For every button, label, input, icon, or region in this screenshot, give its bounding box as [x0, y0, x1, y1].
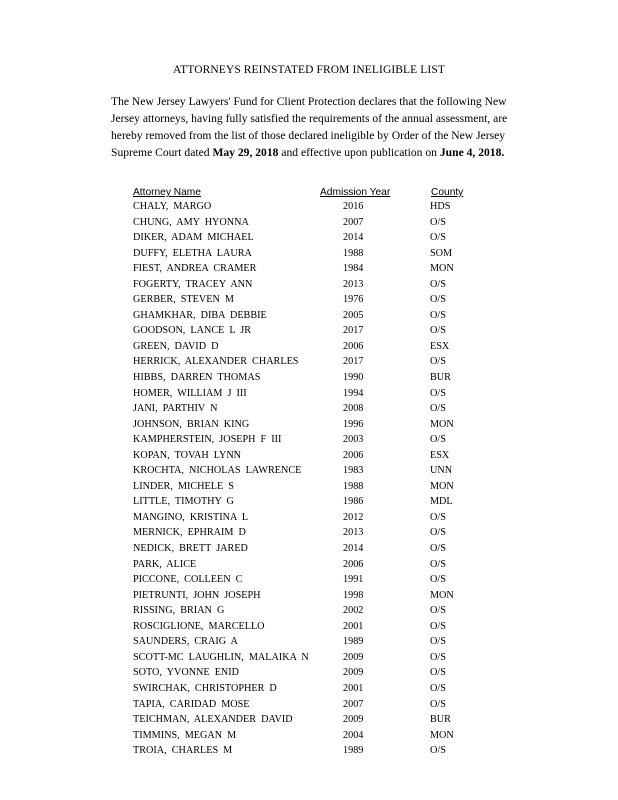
attorney-name-cell: MERNICK, EPHRAIM D	[133, 527, 246, 539]
attorney-name-cell: LITTLE, TIMOTHY G	[133, 496, 234, 508]
county-cell: MDL	[430, 496, 453, 508]
attorney-name-cell: SCOTT-MC LAUGHLIN, MALAIKA N	[133, 651, 309, 663]
table-row	[0, 247, 618, 263]
admission-year-cell: 2013	[343, 278, 364, 290]
attorney-name-cell: HERRICK, ALEXANDER CHARLES	[133, 356, 299, 368]
admission-year-cell: 2016	[343, 201, 364, 212]
table-row	[0, 744, 618, 760]
attorney-name-cell: SAUNDERS, CRAIG A	[133, 636, 238, 648]
county-cell: BUR	[430, 372, 451, 384]
admission-year-cell: 2014	[343, 543, 364, 555]
admission-year-cell: 2005	[343, 309, 364, 321]
table-row	[0, 526, 618, 542]
attorney-name-cell: TAPIA, CARIDAD MOSE	[133, 698, 250, 710]
table-row	[0, 495, 618, 511]
table-row	[0, 449, 618, 465]
table-row	[0, 713, 618, 729]
admission-year-cell: 2006	[343, 340, 364, 352]
county-cell: MON	[430, 480, 454, 492]
attorney-name-cell: DUFFY, ELETHA LAURA	[133, 247, 252, 259]
table-header	[0, 187, 618, 201]
admission-year-cell: 1991	[343, 574, 364, 586]
county-cell: O/S	[430, 620, 446, 632]
county-cell: O/S	[430, 387, 446, 399]
county-cell: MON	[430, 589, 454, 601]
county-cell: O/S	[430, 216, 446, 228]
county-cell: MON	[430, 263, 454, 275]
admission-year-cell: 2002	[343, 605, 364, 617]
attorney-table	[0, 200, 618, 760]
county-cell: SOM	[430, 247, 453, 259]
attorney-name-cell: TROIA, CHARLES M	[133, 745, 233, 757]
county-cell: BUR	[430, 714, 451, 726]
county-cell: HDS	[430, 201, 451, 212]
table-row	[0, 542, 618, 558]
attorney-name-cell: SOTO, YVONNE ENID	[133, 667, 240, 679]
attorney-name-cell: HOMER, WILLIAM J III	[133, 387, 247, 399]
admission-year-cell: 2006	[343, 449, 364, 461]
table-row	[0, 666, 618, 682]
county-cell: ESX	[430, 449, 450, 461]
county-cell: O/S	[430, 745, 446, 757]
county-cell: MON	[430, 418, 454, 430]
attorney-name-cell: HIBBS, DARREN THOMAS	[133, 372, 261, 384]
table-row	[0, 511, 618, 527]
county-cell: O/S	[430, 434, 446, 446]
attorney-name-cell: FIEST, ANDREA CRAMER	[133, 263, 257, 275]
county-cell: UNN	[430, 465, 453, 477]
county-cell: O/S	[430, 558, 446, 570]
county-cell: O/S	[430, 682, 446, 694]
table-row	[0, 293, 618, 309]
admission-year-cell: 1983	[343, 465, 364, 477]
county-cell: O/S	[430, 356, 446, 368]
attorney-name-cell: KROCHTA, NICHOLAS LAWRENCE	[133, 465, 302, 477]
effective-date: June 4, 2018.	[439, 146, 505, 159]
admission-year-cell: 2009	[343, 667, 364, 679]
attorney-name-cell: GREEN, DAVID D	[133, 340, 219, 352]
table-row	[0, 402, 618, 418]
attorney-name-cell: TEICHMAN, ALEXANDER DAVID	[133, 714, 293, 726]
table-row	[0, 620, 618, 636]
table-row	[0, 278, 618, 294]
admission-year-cell: 1990	[343, 372, 364, 384]
attorney-name-cell: DIKER, ADAM MICHAEL	[133, 232, 254, 244]
intro-text: The New Jersey Lawyers' Fund for Client Protection declares that the following New Jersey attorneys, having fully satisfied the requirements of the annual assessment, are hereby removed from the list of those declared ineligible by Order of the New Jersey Supreme Court dated	[111, 95, 508, 159]
table-row	[0, 355, 618, 371]
attorney-name-cell: PIETRUNTI, JOHN JOSEPH	[133, 589, 261, 601]
attorney-name-cell: JANI, PARTHIV N	[133, 403, 218, 415]
admission-year-cell: 1989	[343, 745, 364, 757]
table-row	[0, 200, 618, 216]
admission-year-cell: 2014	[343, 232, 364, 244]
attorney-name-cell: RISSING, BRIAN G	[133, 605, 225, 617]
admission-year-cell: 2017	[343, 356, 364, 368]
county-cell: ESX	[430, 340, 450, 352]
table-row	[0, 635, 618, 651]
admission-year-cell: 2008	[343, 403, 364, 415]
intro-paragraph	[111, 93, 521, 161]
header-attorney-name: Attorney Name	[133, 187, 201, 198]
admission-year-cell: 2012	[343, 511, 364, 523]
admission-year-cell: 1989	[343, 636, 364, 648]
admission-year-cell: 1996	[343, 418, 364, 430]
attorney-name-cell: KAMPHERSTEIN, JOSEPH F III	[133, 434, 282, 446]
county-cell: O/S	[430, 278, 446, 290]
admission-year-cell: 2003	[343, 434, 364, 446]
admission-year-cell: 2004	[343, 729, 364, 741]
admission-year-cell: 2001	[343, 682, 364, 694]
table-row	[0, 604, 618, 620]
table-row	[0, 573, 618, 589]
table-row	[0, 231, 618, 247]
attorney-name-cell: CHALY, MARGO	[133, 201, 212, 212]
attorney-name-cell: SWIRCHAK, CHRISTOPHER D	[133, 682, 277, 694]
county-cell: O/S	[430, 527, 446, 539]
county-cell: O/S	[430, 294, 446, 306]
county-cell: O/S	[430, 309, 446, 321]
attorney-name-cell: JOHNSON, BRIAN KING	[133, 418, 250, 430]
county-cell: O/S	[430, 605, 446, 617]
attorney-name-cell: PARK, ALICE	[133, 558, 197, 570]
county-cell: O/S	[430, 232, 446, 244]
document-title: ATTORNEYS REINSTATED FROM INELIGIBLE LIST	[173, 64, 445, 76]
attorney-name-cell: GOODSON, LANCE L JR	[133, 325, 252, 337]
admission-year-cell: 2017	[343, 325, 364, 337]
county-cell: O/S	[430, 511, 446, 523]
order-date: May 29, 2018	[212, 146, 279, 159]
admission-year-cell: 2009	[343, 651, 364, 663]
admission-year-cell: 2009	[343, 714, 364, 726]
attorney-name-cell: TIMMINS, MEGAN M	[133, 729, 237, 741]
attorney-name-cell: FOGERTY, TRACEY ANN	[133, 278, 253, 290]
county-cell: O/S	[430, 636, 446, 648]
admission-year-cell: 1984	[343, 263, 364, 275]
county-cell: O/S	[430, 543, 446, 555]
table-row	[0, 262, 618, 278]
county-cell: O/S	[430, 651, 446, 663]
admission-year-cell: 1976	[343, 294, 364, 306]
table-row	[0, 371, 618, 387]
attorney-name-cell: GHAMKHAR, DIBA DEBBIE	[133, 309, 267, 321]
admission-year-cell: 1994	[343, 387, 364, 399]
county-cell: MON	[430, 729, 454, 741]
admission-year-cell: 2013	[343, 527, 364, 539]
county-cell: O/S	[430, 403, 446, 415]
table-row	[0, 216, 618, 232]
table-row	[0, 309, 618, 325]
table-row	[0, 651, 618, 667]
table-row	[0, 589, 618, 605]
county-cell: O/S	[430, 574, 446, 586]
admission-year-cell: 2007	[343, 698, 364, 710]
attorney-name-cell: LINDER, MICHELE S	[133, 480, 234, 492]
table-row	[0, 418, 618, 434]
table-row	[0, 480, 618, 496]
table-row	[0, 433, 618, 449]
county-cell: O/S	[430, 667, 446, 679]
table-row	[0, 729, 618, 745]
table-row	[0, 324, 618, 340]
admission-year-cell: 2006	[343, 558, 364, 570]
table-row	[0, 464, 618, 480]
admission-year-cell: 1986	[343, 496, 364, 508]
table-row	[0, 682, 618, 698]
header-admission-year: Admission Year	[320, 187, 391, 198]
county-cell: O/S	[430, 698, 446, 710]
attorney-name-cell: KOPAN, TOVAH LYNN	[133, 449, 242, 461]
admission-year-cell: 2001	[343, 620, 364, 632]
county-cell: O/S	[430, 325, 446, 337]
admission-year-cell: 1988	[343, 247, 364, 259]
attorney-name-cell: GERBER, STEVEN M	[133, 294, 234, 306]
header-county: County	[431, 187, 464, 198]
table-row	[0, 340, 618, 356]
attorney-name-cell: CHUNG, AMY HYONNA	[133, 216, 249, 228]
table-row	[0, 387, 618, 403]
admission-year-cell: 1988	[343, 480, 364, 492]
intro-mid-text: and effective upon publication on	[278, 146, 440, 159]
admission-year-cell: 1998	[343, 589, 364, 601]
attorney-name-cell: NEDICK, BRETT JARED	[133, 543, 248, 555]
admission-year-cell: 2007	[343, 216, 364, 228]
attorney-name-cell: ROSCIGLIONE, MARCELLO	[133, 620, 265, 632]
table-row	[0, 558, 618, 574]
attorney-name-cell: MANGINO, KRISTINA L	[133, 511, 249, 523]
attorney-name-cell: PICCONE, COLLEEN C	[133, 574, 243, 586]
table-row	[0, 698, 618, 714]
